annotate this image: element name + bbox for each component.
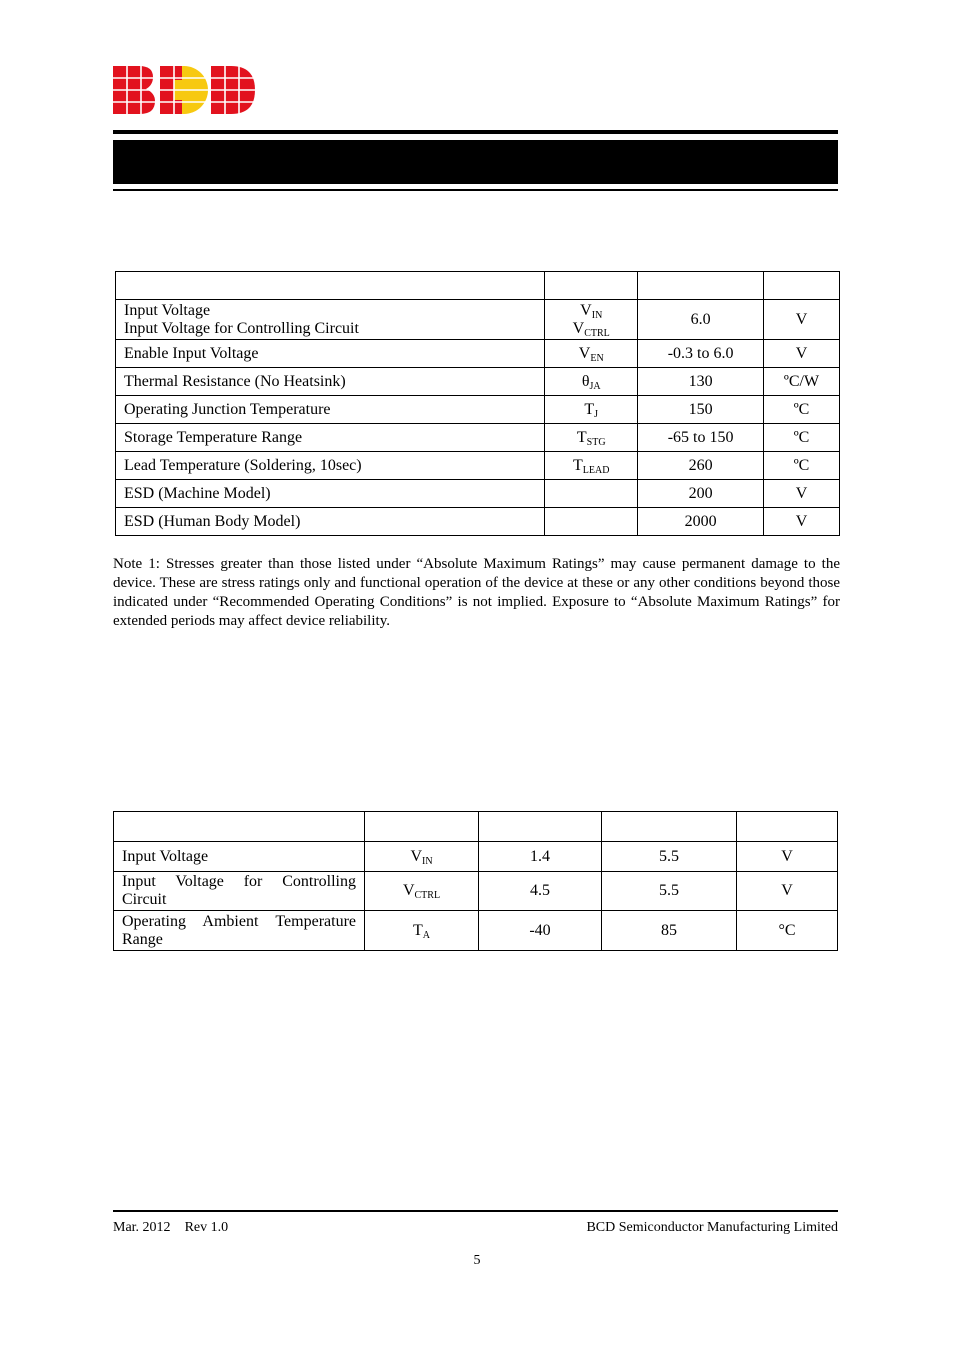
symbol-cell <box>545 396 638 424</box>
footer-company: BCD Semiconductor Manufacturing Limited <box>586 1220 838 1235</box>
unit-cell: V <box>764 508 840 536</box>
value-cell: 200 <box>638 480 764 508</box>
unit-cell: V <box>764 480 840 508</box>
header-cell <box>365 812 479 842</box>
header-cell <box>602 812 737 842</box>
min-cell: 1.4 <box>479 842 602 872</box>
symbol-text: V <box>578 344 591 362</box>
value-cell: 150 <box>638 396 764 424</box>
table-row <box>114 842 838 872</box>
symbol-text: V <box>580 301 592 319</box>
value-cell: 6.0 <box>638 300 764 340</box>
symbol-subscript: IN <box>422 855 433 867</box>
parameter-cell: Thermal Resistance (No Heatsink) <box>116 368 545 396</box>
unit-cell: ºC <box>764 452 840 480</box>
parameter-text: Input Voltage for Controlling <box>122 873 356 890</box>
parameter-cell: Storage Temperature Range <box>116 424 545 452</box>
symbol-text: T <box>412 921 423 939</box>
symbol-text: T <box>573 456 583 474</box>
table-row <box>116 396 840 424</box>
parameter-cell: Input Voltage <box>114 842 365 872</box>
symbol-subscript: STG <box>586 436 606 448</box>
symbol-cell <box>545 300 638 340</box>
parameter-cell: Operating Junction Temperature <box>116 396 545 424</box>
min-cell: 4.5 <box>479 872 602 911</box>
symbol-subscript: A <box>422 929 430 941</box>
max-cell: 5.5 <box>602 842 737 872</box>
symbol-subscript: LEAD <box>582 464 610 476</box>
unit-cell: V <box>737 842 838 872</box>
header-rule <box>113 130 838 134</box>
unit-cell: °C <box>737 911 838 951</box>
parameter-cell <box>114 911 365 951</box>
unit-cell: ºC <box>764 396 840 424</box>
header-cell <box>764 272 840 300</box>
symbol-subscript: EN <box>590 352 604 364</box>
header-cell <box>545 272 638 300</box>
section-title-bar <box>113 140 838 184</box>
parameter-cell <box>114 872 365 911</box>
symbol-cell <box>545 508 638 536</box>
page-number: 5 <box>473 1253 481 1268</box>
header-cell <box>638 272 764 300</box>
header-underline <box>113 189 838 191</box>
symbol-cell <box>545 452 638 480</box>
value-cell: 260 <box>638 452 764 480</box>
symbol-subscript: CTRL <box>414 890 441 901</box>
symbol-text: T <box>576 428 587 446</box>
value-cell: -65 to 150 <box>638 424 764 452</box>
parameter-cell: ESD (Machine Model) <box>116 480 545 508</box>
bcd-logo <box>113 66 255 114</box>
parameter-cell: Lead Temperature (Soldering, 10sec) <box>116 452 545 480</box>
parameter-cell <box>116 300 545 340</box>
value-cell: 130 <box>638 368 764 396</box>
footer-date: Mar. 2012 <box>113 1220 171 1235</box>
unit-cell: V <box>764 300 840 340</box>
symbol-cell <box>365 842 479 872</box>
recommended-operating-conditions-table <box>113 811 838 951</box>
table-row <box>116 340 840 368</box>
table-row <box>116 508 840 536</box>
symbol-subscript: J <box>594 408 599 420</box>
footer-revision: Rev 1.0 <box>184 1220 229 1235</box>
symbol-cell <box>545 368 638 396</box>
header-cell <box>114 812 365 842</box>
absolute-maximum-ratings-table <box>115 271 840 536</box>
parameter-cell: Enable Input Voltage <box>116 340 545 368</box>
value-cell: 2000 <box>638 508 764 536</box>
min-cell: -40 <box>479 911 602 951</box>
table-row <box>116 368 840 396</box>
table-row <box>114 911 838 951</box>
symbol-cell <box>365 911 479 951</box>
symbol-cell <box>545 480 638 508</box>
parameter-text: Input Voltage for Controlling Circuit <box>124 319 359 337</box>
unit-cell: ºC/W <box>764 368 840 396</box>
table-row <box>116 452 840 480</box>
table-header-row <box>114 812 838 842</box>
footer-rule <box>113 1210 838 1212</box>
symbol-subscript: IN <box>591 309 603 321</box>
footer-date-rev <box>113 1220 228 1236</box>
parameter-text: Input Voltage <box>124 301 211 319</box>
value-cell: -0.3 to 6.0 <box>638 340 764 368</box>
symbol-text: V <box>572 319 585 337</box>
symbol-cell <box>545 424 638 452</box>
symbol-text: T <box>584 400 595 418</box>
table-row <box>116 480 840 508</box>
table-row <box>116 300 840 340</box>
unit-cell: V <box>764 340 840 368</box>
symbol-text: V <box>402 882 415 899</box>
symbol-text: θ <box>581 372 590 390</box>
symbol-subscript: JA <box>589 380 601 392</box>
parameter-text: Range <box>122 930 163 948</box>
header-cell <box>479 812 602 842</box>
symbol-subscript: CTRL <box>584 327 610 339</box>
parameter-text: Circuit <box>122 891 167 908</box>
table-row <box>114 872 838 911</box>
parameter-text: Operating Ambient Temperature <box>122 912 356 930</box>
parameter-cell: ESD (Human Body Model) <box>116 508 545 536</box>
header-cell <box>737 812 838 842</box>
unit-cell: ºC <box>764 424 840 452</box>
unit-cell: V <box>737 872 838 911</box>
symbol-cell <box>545 340 638 368</box>
table-header-row <box>116 272 840 300</box>
symbol-text: V <box>410 847 422 865</box>
header-cell <box>116 272 545 300</box>
max-cell: 5.5 <box>602 872 737 911</box>
table-row <box>116 424 840 452</box>
symbol-cell <box>365 872 479 911</box>
max-cell: 85 <box>602 911 737 951</box>
note-1-paragraph: Note 1: Stresses greater than those listed under “Absolute Maximum Ratings” may cause permanent damage to the device. These are stress ratings only and functional operation of the device at these or any other conditions beyond those indicated under “Recommended Operating Conditions” is not implied. Exposure to “Absolute Maximum Ratings” for extended periods may affect device reliability. <box>113 556 840 629</box>
